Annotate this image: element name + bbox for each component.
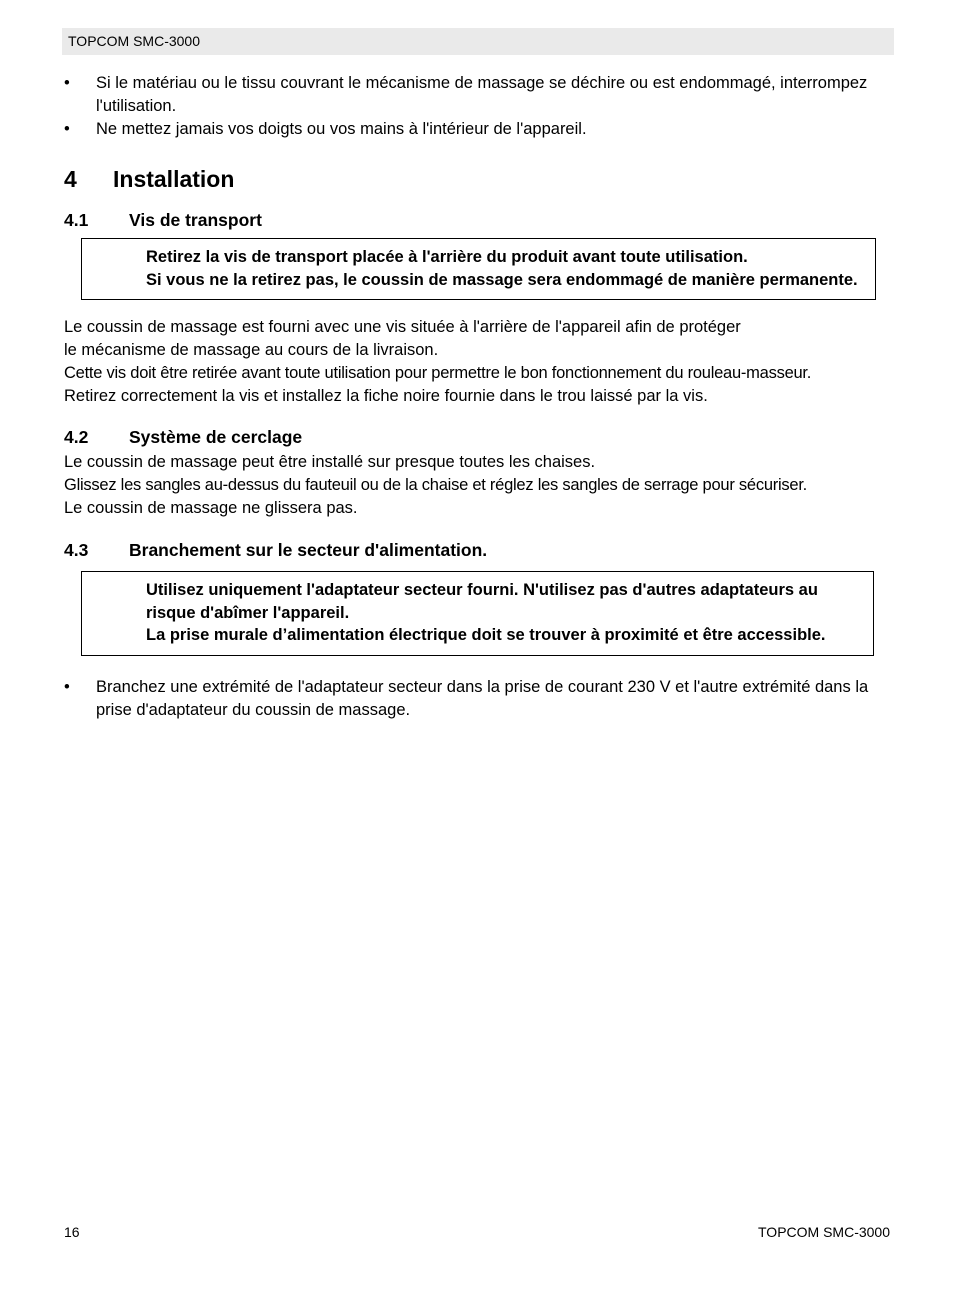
subsection-heading-4-3 xyxy=(64,539,894,562)
notice-line: La prise murale d’alimentation électrique doit se trouver à proximité et être accessible. xyxy=(146,626,826,644)
subsection-number: 4.2 xyxy=(64,427,89,447)
paragraph-line: Le coussin de massage est fourni avec une vis située à l'arrière de l'appareil afin de protéger xyxy=(64,318,741,336)
subsection-title: Système de cerclage xyxy=(129,427,303,447)
notice-box-power-adapter xyxy=(81,571,874,656)
connection-bullet-list xyxy=(64,676,894,722)
paragraph-line: Cette vis doit être retirée avant toute utilisation pour permettre le bon fonctionnement du rouleau-masseur. xyxy=(64,364,812,382)
header-title: TOPCOM SMC-3000 xyxy=(68,33,200,49)
subsection-title: Branchement sur le secteur d'alimentation. xyxy=(129,540,488,560)
page-content xyxy=(64,72,894,722)
subsection-number: 4.3 xyxy=(64,540,89,560)
list-item: • Si le matériau ou le tissu couvrant le mécanisme de massage se déchire ou est endommagé, interrompez l'utilisation. xyxy=(64,74,868,115)
footer-brand: TOPCOM SMC-3000 xyxy=(758,1224,890,1240)
section-number: 4 xyxy=(64,166,77,192)
paragraph-block-4-2 xyxy=(64,451,894,520)
paragraph-line: Le coussin de massage peut être installé sur presque toutes les chaises. xyxy=(64,453,596,471)
page-number: 16 xyxy=(64,1224,80,1240)
paragraph-block-4-1 xyxy=(64,316,894,408)
list-item: • Ne mettez jamais vos doigts ou vos mains à l'intérieur de l'appareil. xyxy=(64,118,894,141)
paragraph-line: Retirez correctement la vis et installez la fiche noire fournie dans le trou laissé par la vis. xyxy=(64,387,708,405)
subsection-number: 4.1 xyxy=(64,210,89,230)
notice-line: Retirez la vis de transport placée à l'arrière du produit avant toute utilisation. xyxy=(146,248,748,266)
page-header xyxy=(62,28,894,55)
notice-box-transport-screw xyxy=(81,238,876,300)
list-item: • Branchez une extrémité de l'adaptateur secteur dans la prise de courant 230 V et l'autre extrémité dans la prise d'adaptateur du coussin de massage. xyxy=(64,677,869,719)
paragraph-line: le mécanisme de massage au cours de la livraison. xyxy=(64,341,439,359)
section-title: Installation xyxy=(113,166,235,192)
notice-line: Utilisez uniquement l'adaptateur secteur fourni. N'utilisez pas d'autres adaptateurs au risque d'abîmer l'appareil. xyxy=(146,581,818,622)
subsection-heading-4-2 xyxy=(64,426,894,449)
bullet-icon: • xyxy=(64,120,70,138)
bullet-icon: • xyxy=(64,677,70,696)
section-heading-installation xyxy=(64,165,894,193)
notice-line: Si vous ne la retirez pas, le coussin de massage sera endommagé de manière permanente. xyxy=(146,270,858,289)
paragraph-line: Le coussin de massage ne glissera pas. xyxy=(64,499,358,517)
paragraph-line: Glissez les sangles au-dessus du fauteuil ou de la chaise et réglez les sangles de serrage pour sécuriser. xyxy=(64,476,808,494)
bullet-icon: • xyxy=(64,74,70,92)
intro-bullet-list xyxy=(64,72,894,141)
subsection-title: Vis de transport xyxy=(129,210,262,230)
subsection-heading-4-1 xyxy=(64,209,894,232)
